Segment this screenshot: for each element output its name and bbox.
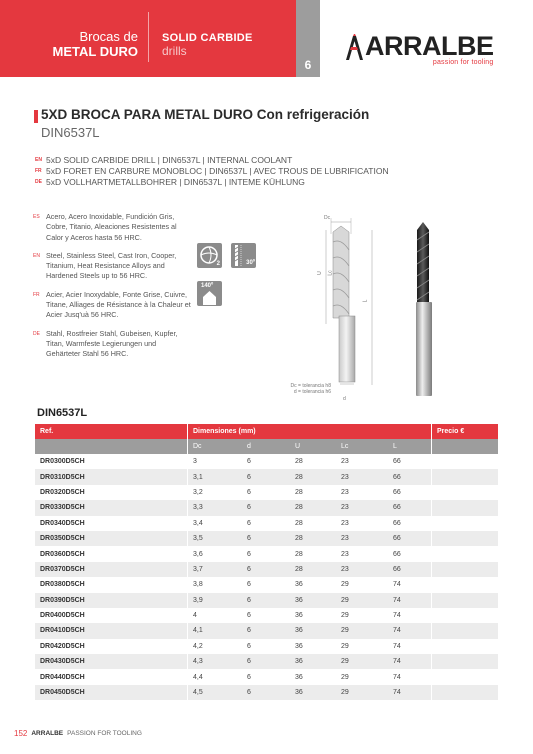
logo-mark-icon (344, 34, 364, 60)
cell-l: 74 (393, 596, 401, 604)
table-row (35, 516, 498, 531)
cell-lc: 23 (341, 473, 349, 481)
translation-fr (35, 165, 389, 176)
table-row (35, 546, 498, 561)
cell-l: 66 (393, 504, 401, 512)
table-row (35, 454, 498, 469)
cell-lc: 29 (341, 612, 349, 620)
table-row (35, 639, 498, 654)
table-row (35, 685, 498, 700)
translation-text: 5xD FORET EN CARBURE MONOBLOC | DIN6537L | AVEC TROUS DE LUBRIFICATION (46, 165, 389, 176)
cell-dc: 4,2 (193, 642, 203, 650)
cell-price (431, 577, 498, 592)
header-dimensions: Dimensiones (mm) (193, 428, 256, 435)
cell-u: 28 (295, 535, 303, 543)
cell-d: 6 (247, 550, 251, 558)
cell-price (431, 500, 498, 515)
cell-price (431, 516, 498, 531)
cell-ref: DR0320D5CH (35, 485, 188, 500)
lang-code: FR (35, 167, 42, 174)
material-en (33, 251, 193, 282)
cell-l: 74 (393, 673, 401, 681)
cell-d: 6 (247, 673, 251, 681)
footer-tagline: PASSION FOR TOOLING (67, 730, 142, 737)
cell-u: 36 (295, 689, 303, 697)
cell-dc: 3,1 (193, 473, 203, 481)
label-lc: Lc (327, 270, 334, 276)
header-price-empty (431, 439, 498, 454)
logo-tagline: passion for tooling (432, 59, 494, 66)
cell-dc: 3,6 (193, 550, 203, 558)
point-angle-drill-icon (197, 281, 222, 306)
lang-code: ES (33, 214, 40, 220)
material-es (33, 212, 193, 243)
cell-d: 6 (247, 596, 251, 604)
cell-d: 6 (247, 581, 251, 589)
cell-ref: DR0360D5CH (35, 546, 188, 561)
brand-logo (344, 32, 494, 66)
cell-d: 6 (247, 535, 251, 543)
logo-wordmark: ARRALBE (365, 31, 494, 61)
cell-lc: 23 (341, 519, 349, 527)
cell-d: 6 (247, 627, 251, 635)
lang-code: DE (33, 330, 40, 337)
page-subtitle: DIN6537L (41, 125, 100, 140)
tolerance-note (269, 383, 331, 395)
header-l: L (393, 443, 397, 450)
header-ref: Ref. (35, 424, 188, 439)
cell-d: 6 (247, 473, 251, 481)
cell-l: 66 (393, 535, 401, 543)
translations-list (35, 154, 389, 187)
label-u: U (316, 271, 323, 275)
helix-value: 30º (246, 260, 255, 266)
cell-d: 6 (247, 642, 251, 650)
cell-lc: 23 (341, 535, 349, 543)
cell-ref: DR0430D5CH (35, 654, 188, 669)
label-l: L (362, 299, 369, 303)
header-d: d (247, 443, 251, 450)
cell-ref: DR0410D5CH (35, 623, 188, 638)
cell-u: 36 (295, 627, 303, 635)
table-row (35, 593, 498, 608)
tolerance-note-line1: Dc = tolerancia h8 (290, 383, 331, 389)
table-row (35, 469, 498, 484)
translation-en (35, 154, 389, 165)
page-title: 5XD BROCA PARA METAL DURO Con refrigeración (41, 107, 370, 122)
lang-code: DE (35, 178, 42, 185)
table-header-main (35, 424, 498, 439)
cell-lc: 29 (341, 627, 349, 635)
cell-lc: 23 (341, 550, 349, 558)
cell-u: 28 (295, 504, 303, 512)
cell-dc: 3,5 (193, 535, 203, 543)
header-right-line1: SOLID CARBIDE (162, 32, 253, 44)
header-category-en (162, 32, 253, 58)
cell-lc: 23 (341, 565, 349, 573)
cell-dc: 3,8 (193, 581, 203, 589)
material-text: Stahl, Rostfreier Stahl, Gubeisen, Kupfer, Titan, Warmfeste Legierungen und Gehärteter Stahl 56 HRC. (46, 328, 178, 359)
material-text: Acero, Acero Inoxidable, Fundición Gris, Cobre, Titanio, Aleaciones Resistentes al Calor y Aceros hasta 56 HRC. (46, 212, 177, 242)
cell-dc: 3,7 (193, 565, 203, 573)
cell-d: 6 (247, 504, 251, 512)
cell-u: 36 (295, 612, 303, 620)
cell-ref: DR0440D5CH (35, 669, 188, 684)
header-price: Precio € (431, 424, 498, 439)
label-d: d (343, 396, 346, 402)
cell-dc: 4,4 (193, 673, 203, 681)
table-row (35, 485, 498, 500)
table-row (35, 531, 498, 546)
material-text: Acier, Acier Inoxydable, Fonte Grise, Cuivre, Titane, Alliages de Résistance à la Chaleur et Acier Jusq'uà 56 HRC. (46, 289, 191, 320)
header-dc: Dc (193, 443, 202, 450)
cell-l: 74 (393, 689, 401, 697)
cell-ref: DR0420D5CH (35, 639, 188, 654)
cell-l: 66 (393, 565, 401, 573)
table-row (35, 500, 498, 515)
cell-price (431, 685, 498, 700)
cell-ref: DR0350D5CH (35, 531, 188, 546)
drill-technical-drawing (260, 212, 400, 412)
cell-lc: 29 (341, 689, 349, 697)
lang-code: EN (33, 252, 40, 259)
cell-price (431, 623, 498, 638)
header-divider (148, 12, 149, 62)
cell-dc: 4,5 (193, 689, 203, 697)
table-body (35, 454, 498, 700)
cell-l: 66 (393, 473, 401, 481)
cell-u: 28 (295, 550, 303, 558)
cell-d: 6 (247, 488, 251, 496)
materials-list (33, 212, 193, 368)
cell-lc: 23 (341, 504, 349, 512)
cell-d: 6 (247, 612, 251, 620)
lang-code: FR (33, 291, 40, 298)
header-left-line1: Brocas de (79, 29, 138, 44)
table-row (35, 608, 498, 623)
cell-lc: 23 (341, 458, 349, 466)
cell-dc: 3,4 (193, 519, 203, 527)
cell-ref: DR0380D5CH (35, 577, 188, 592)
material-de (33, 329, 193, 360)
product-table (35, 424, 498, 700)
header-lc: Lc (341, 443, 349, 450)
cell-l: 74 (393, 658, 401, 666)
table-row (35, 623, 498, 638)
cell-dc: 4,3 (193, 658, 203, 666)
cell-u: 28 (295, 458, 303, 466)
cell-d: 6 (247, 458, 251, 466)
cell-l: 66 (393, 519, 401, 527)
flutes-icon (197, 243, 222, 268)
chapter-number: 6 (304, 58, 312, 72)
cell-ref: DR0310D5CH (35, 469, 188, 484)
cell-lc: 29 (341, 581, 349, 589)
table-title: DIN6537L (37, 407, 88, 419)
cell-lc: 29 (341, 596, 349, 604)
cell-l: 66 (393, 488, 401, 496)
cell-dc: 4 (193, 612, 197, 620)
cell-ref: DR0390D5CH (35, 593, 188, 608)
drill-photo (412, 222, 436, 398)
helix-icon (231, 243, 256, 268)
cell-u: 36 (295, 596, 303, 604)
cell-price (431, 639, 498, 654)
chapter-tab (296, 0, 320, 77)
cell-u: 36 (295, 642, 303, 650)
cell-d: 6 (247, 689, 251, 697)
cell-ref: DR0340D5CH (35, 516, 188, 531)
cell-l: 74 (393, 642, 401, 650)
translation-de (35, 176, 389, 187)
cell-price (431, 531, 498, 546)
header-category-es (0, 30, 138, 59)
cell-ref: DR0370D5CH (35, 562, 188, 577)
translation-text: 5xD SOLID CARBIDE DRILL | DIN6537L | INTERNAL COOLANT (46, 154, 293, 165)
header-ref-empty (35, 439, 188, 454)
cell-price (431, 654, 498, 669)
cell-d: 6 (247, 565, 251, 573)
cell-ref: DR0330D5CH (35, 500, 188, 515)
label-dc: Dc (324, 215, 331, 221)
cell-lc: 29 (341, 673, 349, 681)
cell-l: 66 (393, 458, 401, 466)
cell-u: 28 (295, 473, 303, 481)
cell-price (431, 593, 498, 608)
table-row (35, 577, 498, 592)
cell-l: 66 (393, 550, 401, 558)
cell-lc: 29 (341, 642, 349, 650)
material-text: Steel, Stainless Steel, Cast Iron, Cooper, Titanium, Heat Resistance Alloys and Hardened Steels up to 56 HRC. (46, 250, 177, 281)
cell-ref: DR0450D5CH (35, 685, 188, 700)
cell-lc: 23 (341, 488, 349, 496)
header-left-line2: METAL DURO (52, 44, 138, 59)
cell-l: 74 (393, 612, 401, 620)
point-angle-value: 140º (201, 283, 214, 289)
header-u: U (295, 443, 301, 450)
cell-price (431, 454, 498, 469)
page-number: 152 (14, 729, 28, 738)
tolerance-note-line2: d = tolerancia h6 (293, 389, 331, 395)
cell-u: 28 (295, 488, 303, 496)
cell-dc: 3 (193, 458, 197, 466)
cell-dc: 3,3 (193, 504, 203, 512)
cell-u: 28 (295, 519, 303, 527)
cell-u: 36 (295, 581, 303, 589)
page-footer (14, 729, 142, 738)
cell-price (431, 485, 498, 500)
cell-ref: DR0400D5CH (35, 608, 188, 623)
cell-ref: DR0300D5CH (35, 454, 188, 469)
table-row (35, 669, 498, 684)
cell-price (431, 546, 498, 561)
cell-dc: 3,2 (193, 488, 203, 496)
cell-dc: 4,1 (193, 627, 203, 635)
cell-d: 6 (247, 519, 251, 527)
translation-text: 5xD VOLLHARTMETALLBOHRER | DIN6537L | INTEME KÜHLUNG (46, 176, 305, 187)
cell-price (431, 562, 498, 577)
lang-code: EN (35, 156, 42, 163)
table-header-sub (35, 439, 498, 454)
title-accent-bar (34, 110, 38, 123)
cell-price (431, 608, 498, 623)
table-row (35, 562, 498, 577)
cell-dc: 3,9 (193, 596, 203, 604)
material-fr (33, 290, 193, 321)
cell-lc: 29 (341, 658, 349, 666)
footer-brand: ARRALBE (31, 730, 64, 737)
header-right-line2: drills (162, 44, 187, 58)
cell-l: 74 (393, 581, 401, 589)
cell-price (431, 469, 498, 484)
table-row (35, 654, 498, 669)
cell-l: 74 (393, 627, 401, 635)
point-angle-icon (197, 281, 222, 306)
cell-price (431, 669, 498, 684)
cell-u: 36 (295, 673, 303, 681)
flutes-value: 2 (216, 261, 220, 267)
cell-u: 28 (295, 565, 303, 573)
cell-u: 36 (295, 658, 303, 666)
cell-d: 6 (247, 658, 251, 666)
